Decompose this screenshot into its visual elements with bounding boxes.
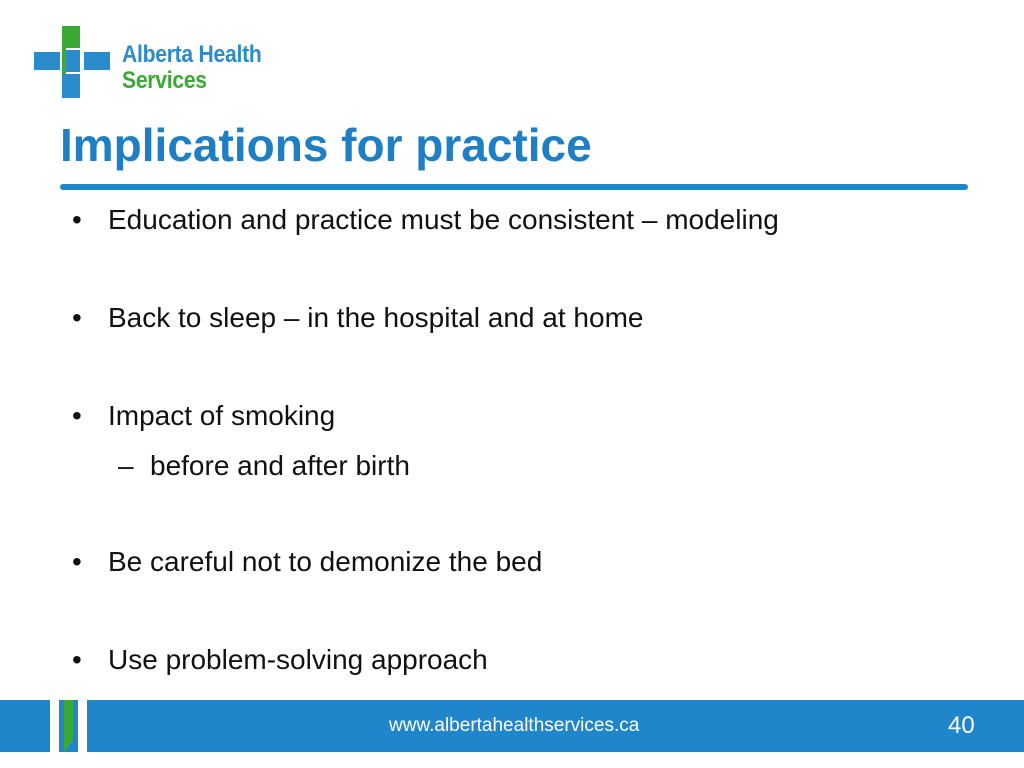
logo-line-2: Services — [122, 67, 207, 94]
sub-bullet-text: before and after birth — [150, 450, 410, 481]
logo-wordmark — [122, 42, 261, 94]
bullet-text: Be careful not to demonize the bed — [108, 546, 543, 577]
sub-bullet-glyph: – — [118, 450, 134, 481]
ahs-logo — [34, 26, 304, 102]
footer-logo-mark-icon — [50, 700, 90, 752]
bullet-glyph: • — [72, 302, 82, 333]
bullet-item — [72, 302, 643, 334]
bullet-text: Use problem-solving approach — [108, 644, 488, 675]
bullet-glyph: • — [72, 400, 82, 431]
bullet-glyph: • — [72, 204, 82, 235]
page-number: 40 — [948, 712, 975, 739]
bullet-glyph: • — [72, 644, 82, 675]
slide-title: Implications for practice — [60, 119, 592, 171]
bullet-glyph: • — [72, 546, 82, 577]
bullet-item — [72, 546, 542, 578]
bullet-item — [72, 400, 335, 432]
sub-bullet-item — [118, 450, 410, 482]
bullet-text: Impact of smoking — [108, 400, 336, 431]
ahs-cross-icon — [34, 26, 114, 102]
bullet-item — [72, 204, 779, 236]
bullet-text: Back to sleep – in the hospital and at home — [108, 302, 644, 333]
title-underline — [60, 184, 968, 190]
footer-url[interactable]: www.albertahealthservices.ca — [389, 715, 640, 736]
logo-line-1: Alberta Health — [122, 41, 262, 68]
bullet-text: Education and practice must be consistent – modeling — [108, 204, 779, 235]
bullet-item — [72, 644, 488, 676]
footer-bar — [0, 700, 1024, 752]
